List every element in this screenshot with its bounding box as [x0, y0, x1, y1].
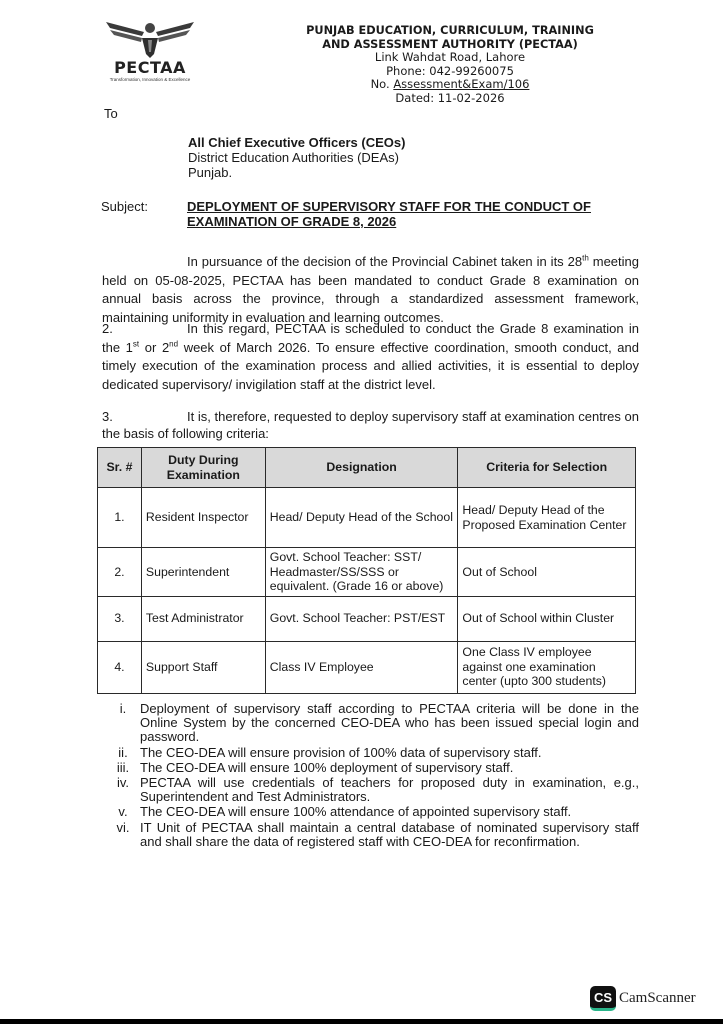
bottom-bar — [0, 1019, 723, 1024]
to-label: To — [104, 106, 118, 121]
item-text: The CEO-DEA will ensure provision of 100% data of supervisory staff. — [140, 744, 542, 760]
ref-value: Assessment&Exam/106 — [393, 77, 530, 92]
item-text: The CEO-DEA will ensure 100% attendance of appointed supervisory staff. — [140, 804, 572, 820]
addressee-line2: District Education Authorities (DEAs) — [188, 150, 399, 165]
cell-designation: Govt. School Teacher: PST/EST — [265, 596, 458, 641]
cell-designation: Class IV Employee — [265, 641, 458, 693]
cell-designation: Head/ Deputy Head of the School — [265, 488, 458, 548]
cell-criteria: Head/ Deputy Head of the Proposed Examination Center — [458, 488, 636, 548]
org-name-line2: AND ASSESSMENT AUTHORITY (PECTAA) — [322, 37, 578, 51]
p2-text-b: or 2 — [139, 339, 170, 355]
list-item — [106, 805, 639, 819]
th-sr: Sr. # — [98, 448, 142, 488]
p3-number: 3. — [102, 409, 113, 424]
item-numeral: iv. — [116, 775, 130, 791]
cell-criteria: One Class IV employee against one examination center (upto 300 students) — [458, 641, 636, 693]
pectaa-logo — [100, 18, 200, 90]
list-item — [106, 702, 639, 745]
item-numeral: i. — [119, 701, 127, 716]
cell-criteria: Out of School within Cluster — [458, 596, 636, 641]
cell-sr: 4. — [98, 641, 142, 693]
camscanner-logo-icon: CS — [590, 986, 616, 1011]
item-text: PECTAA will use credentials of teachers for proposed duty in examination, e.g., Superintendent and Test Administrators. — [140, 775, 639, 805]
cell-duty: Superintendent — [141, 548, 265, 597]
subject-text: DEPLOYMENT OF SUPERVISORY STAFF FOR THE CONDUCT OF EXAMINATION OF GRADE 8, 2026 — [187, 199, 591, 229]
camscanner-watermark — [590, 986, 696, 1011]
cell-duty: Test Administrator — [141, 596, 265, 641]
criteria-table — [97, 447, 636, 694]
p2-number: 2. — [102, 321, 113, 336]
reference-number — [300, 78, 600, 92]
p2-text-c: week of March 2026. To ensure effective coordination, smooth conduct, and timely execution of the examination process and allied activities, it is essential to deploy dedicated supervisory/ invigilation staff at the district level. — [102, 339, 639, 392]
addressee-line1: All Chief Executive Officers (CEOs) — [188, 135, 406, 150]
cell-sr: 2. — [98, 548, 142, 597]
p2-sup2: nd — [169, 339, 179, 349]
th-criteria: Criteria for Selection — [458, 448, 636, 488]
p3-text: It is, therefore, requested to deploy supervisory staff at examination centres on the basis of following criteria: — [102, 409, 639, 441]
item-text: Deployment of supervisory staff according to PECTAA criteria will be done in the Online System by the concerned CEO-DEA who has been issued special login and password. — [140, 701, 639, 745]
item-numeral: vi. — [116, 819, 130, 835]
paragraph-1 — [102, 253, 639, 327]
subject-label: Subject: — [101, 199, 148, 214]
table-row — [98, 641, 636, 693]
cell-criteria: Out of School — [458, 548, 636, 597]
letter-date: Dated: 11-02-2026 — [395, 90, 505, 105]
instruction-list — [106, 702, 639, 850]
camscanner-text: CamScanner — [619, 990, 696, 1006]
logo-tagline: Transformation, Innovation & Excellence — [109, 77, 191, 82]
cell-duty: Support Staff — [141, 641, 265, 693]
org-phone: Phone: 042-99260075 — [386, 63, 514, 78]
list-item — [106, 761, 639, 775]
p1-text-b: meeting held on 05-08-2025, PECTAA has been mandated to conduct Grade 8 examination on annual basis across the province, through a standardized assessment framework, maintaining uniformity in evaluation and learning outcomes. — [102, 254, 639, 325]
letterhead — [300, 24, 600, 106]
addressee-line3: Punjab. — [188, 165, 233, 180]
table-row — [98, 488, 636, 548]
cell-designation: Govt. School Teacher: SST/ Headmaster/SS/SSS or equivalent. (Grade 16 or above) — [265, 548, 458, 597]
th-duty: Duty During Examination — [141, 448, 265, 488]
p2-sup1: st — [132, 339, 140, 349]
item-text: IT Unit of PECTAA shall maintain a central database of nominated supervisory staff and shall share the data of registered staff with CEO-DEA for reconfirmation. — [140, 819, 639, 849]
th-designation: Designation — [265, 448, 458, 488]
paragraph-2 — [102, 320, 639, 394]
paragraph-3 — [102, 408, 639, 442]
logo-name: PECTAA — [114, 58, 186, 77]
cell-duty: Resident Inspector — [141, 488, 265, 548]
p1-text-a: In pursuance of the decision of the Provincial Cabinet taken in its 28 — [187, 254, 583, 269]
list-item — [106, 821, 639, 849]
cell-sr: 1. — [98, 488, 142, 548]
ref-prefix: No. — [370, 77, 394, 92]
org-name-line1: PUNJAB EDUCATION, CURRICULUM, TRAINING — [306, 24, 594, 37]
org-address: Link Wahdat Road, Lahore — [374, 50, 526, 65]
item-numeral: iii. — [116, 759, 130, 775]
table-row — [98, 596, 636, 641]
item-text: The CEO-DEA will ensure 100% deployment of supervisory staff. — [140, 759, 514, 775]
cell-sr: 3. — [98, 596, 142, 641]
table-row — [98, 548, 636, 597]
eagle-emblem-icon — [104, 18, 196, 58]
addressee-block — [188, 135, 405, 180]
item-numeral: v. — [118, 804, 128, 820]
table-header-row — [98, 448, 636, 488]
list-item — [106, 746, 639, 760]
p1-sup: th — [582, 253, 589, 263]
p2-text-a: In this regard, PECTAA is scheduled to conduct the Grade 8 examination in the 1 — [102, 321, 639, 355]
item-numeral: ii. — [118, 744, 128, 760]
list-item — [106, 776, 639, 804]
